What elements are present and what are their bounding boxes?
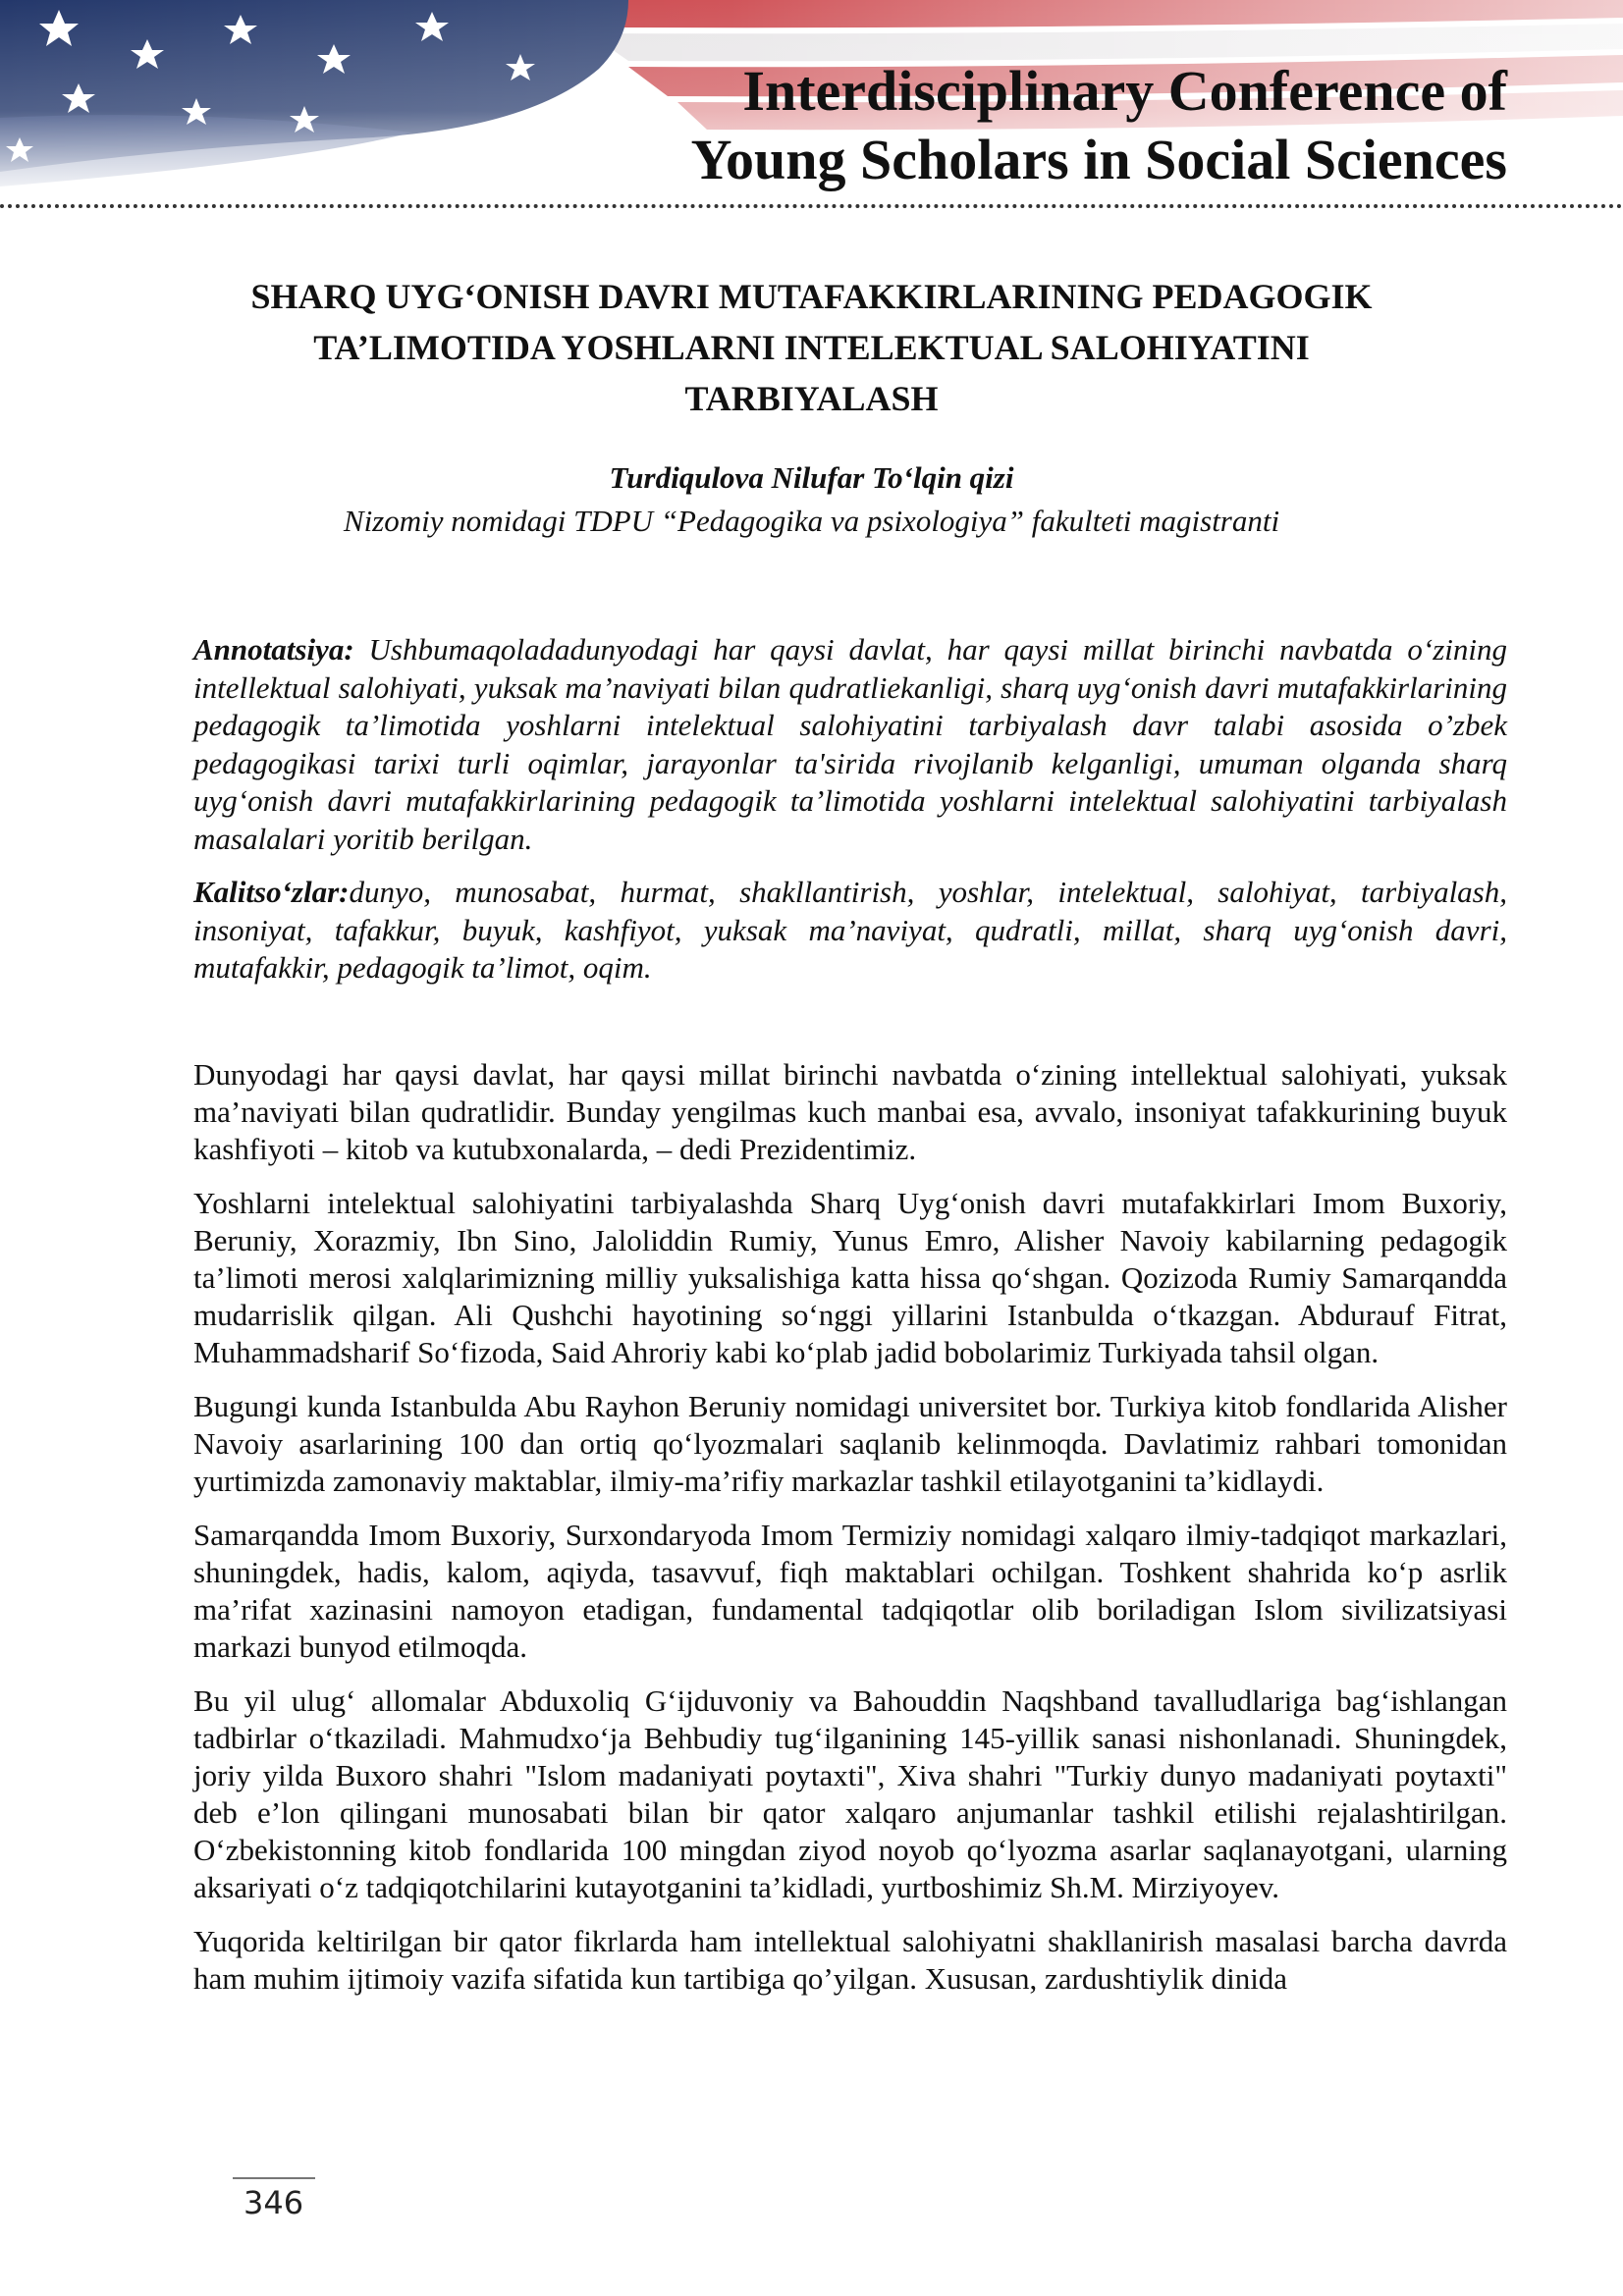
body-text: [193, 1056, 1507, 2014]
page-number: 346: [243, 2184, 304, 2221]
abstract-label: Annotatsiya:: [193, 632, 354, 667]
header-divider: [0, 204, 1623, 208]
body-paragraph: Yoshlarni intelektual salohiyatini tarbiyalashda Sharq Uyg‘onish davri mutafakkirlari Imom Buxoriy, Beruniy, Xorazmiy, Ibn Sino, Jaloliddin Rumiy, Yunus Emro, Alisher Navoiy kabilarning pedagogik ta’limoti merosi xalqlarimizning milliy yuksalishiga katta hissa qo‘shgan. Qozizoda Rumiy Samarqandda mudarrislik qilgan. Ali Qushchi hayotining so‘nggi yillarini Istanbulda o‘tkazgan. Abdurauf Fitrat, Muhammadsharif So‘fizoda, Said Ahroriy kabi ko‘plab jadid bobolarimiz Turkiyada tahsil olgan.: [193, 1186, 1507, 1369]
body-paragraph: Bugungi kunda Istanbulda Abu Rayhon Beruniy nomidagi universitet bor. Turkiya kitob fondlarida Alisher Navoiy asarlarining 100 dan ortiq qo‘lyozmalari saqlanib kelinmoqda. Davlatimiz rahbari tomonidan yurtimizda zamonaviy maktablar, ilmiy-ma’rifiy markazlar tashkil etilayotganini ta’kidlaydi.: [193, 1389, 1507, 1498]
author-affiliation: Nizomiy nomidagi TDPU “Pedagogika va psixologiya” fakulteti magistranti: [343, 504, 1280, 538]
body-paragraph: Dunyodagi har qaysi davlat, har qaysi millat birinchi navbatda o‘zining intellektual salohiyati, yuksak ma’naviyati bilan qudratlidir. Bunday yengilmas kuch manbai esa, avvalo, insoniyat tafakkurining buyuk kashfiyoti – kitob va kutubxonalarda, – dedi Prezidentimiz.: [193, 1057, 1507, 1166]
conference-title-line2: Young Scholars in Social Sciences: [690, 128, 1507, 191]
keywords-label: Kalitso‘zlar:: [193, 875, 350, 909]
paper-title: SHARQ UYG‘ONISH DAVRI MUTAFAKKIRLARINING PEDAGOGIK TA’LIMOTIDA YOSHLARNI INTELEKTUAL SALOHIYATINI TARBIYALASH: [250, 277, 1373, 418]
abstract: [193, 631, 1507, 858]
conference-title-line1: Interdisciplinary Conference of: [742, 59, 1507, 123]
keywords-text: dunyo, munosabat, hurmat, shakllantirish, yoshlar, intelektual, salohiyat, tarbiyalash, insoniyat, tafakkur, buyuk, kashfiyot, yuksak ma’naviyat, qudratli, millat, sharq uyg‘onish davri, mutafakkir, pedagogik ta’limot, oqim.: [193, 875, 1507, 985]
body-paragraph: Yuqorida keltirilgan bir qator fikrlarda ham intellektual salohiyatni shakllanirish masalasi barcha davrda ham muhim ijtimoiy vazifa sifatida kun tartibiga qo’yilgan. Xususan, zardushtiylik dinida: [193, 1924, 1507, 1996]
keywords: [193, 874, 1507, 988]
abstract-text: Ushbumaqoladadunyodagi har qaysi davlat, har qaysi millat birinchi navbatda o‘zining intellektual salohiyati, yuksak ma’naviyati bilan qudratliekanligi, sharq uyg‘onish davri mutafakkirlarining pedagogik ta’limotida yoshlarni intelektual salohiyatini tarbiyalash davr talabi asosida o’zbek pedagogikasi tarixi turli oqimlar, jarayonlar ta'sirida rivojlanib kelganligi, umuman olganda sharq uyg‘onish davri mutafakkirlarining pedagogik ta’limotida yoshlarni intelektual salohiyatini tarbiyalash masalalari yoritib berilgan.: [193, 632, 1507, 856]
conference-title: [691, 57, 1507, 194]
body-paragraph: Bu yil ulug‘ allomalar Abduxoliq G‘ijduvoniy va Bahouddin Naqshband tavalludlariga bag‘ishlangan tadbirlar o‘tkaziladi. Mahmudxo‘ja Behbudiy tug‘ilganining 145-yillik sanasi nishonlanadi. Shuningdek, joriy yilda Buxoro shahri "Islom madaniyati poytaxti", Xiva shahri "Turkiy dunyo madaniyati poytaxti" deb e’lon qilingani munosabati bilan bir qator xalqaro anjumanlar tashkil etilishi rejalashtirilgan. O‘zbekistonning kitob fondlarida 100 mingdan ziyod noyob qo‘lyozma asarlar saqlanayotgani, ularning aksariyati o‘z tadqiqotchilarini kutayotganini ta’kidladi, yurtboshimiz Sh.M. Mirziyoyev.: [193, 1683, 1507, 1904]
body-paragraph: Samarqandda Imom Buxoriy, Surxondaryoda Imom Termiziy nomidagi xalqaro ilmiy-tadqiqot markazlari, shuningdek, hadis, kalom, aqiyda, tasavvuf, fiqh maktablari ochilgan. Toshkent shahrida ko‘p asrlik ma’rifat xazinasini namoyon etadigan, fundamental tadqiqotlar olib boriladigan Islom sivilizatsiyasi markazi bunyod etilmoqda.: [193, 1518, 1507, 1664]
footer-rule: [233, 2177, 315, 2179]
author-name: Turdiqulova Nilufar To‘lqin qizi: [609, 460, 1014, 495]
